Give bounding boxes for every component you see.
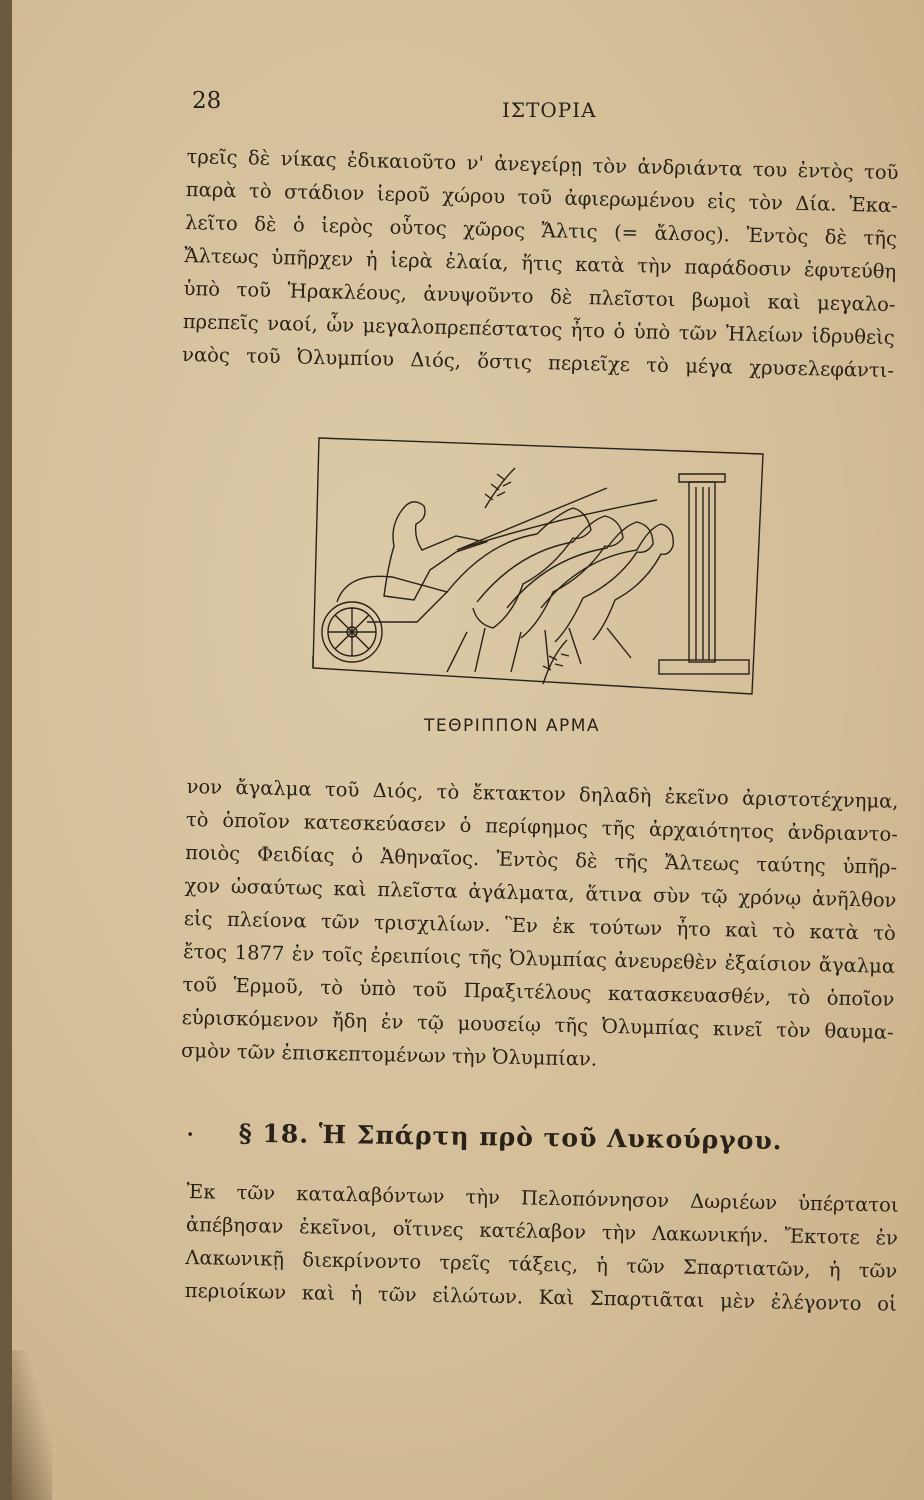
text-line: περιοίκων καὶ ἡ τῶν εἱλώτων. Καὶ Σπαρτιᾶται μὲν ἐλέγοντο οἱ — [184, 1278, 897, 1316]
horse — [477, 516, 623, 638]
text-line: χον ὡσαύτως καὶ πλεῖστα ἀγάλματα, ἅτινα σὺν τῷ χρόνῳ ἀνῆλθον — [184, 873, 897, 912]
reins — [457, 500, 657, 550]
text-line: ἀπέβησαν ἐκεῖνοι, οἵτινες κατέλαβον τὴν Λακωνικήν. Ἔκτοτε ἐν — [185, 1212, 899, 1250]
charioteer — [384, 502, 486, 600]
text-line: τρεῖς δὲ νίκας ἐδικαιοῦτο ν' ἀνεγείρῃ τὸν ἀνδριάντα του ἐντὸς τοῦ — [186, 144, 899, 185]
page-header — [192, 88, 884, 128]
chariot-illustration — [307, 432, 767, 697]
text-line: λεῖτο δὲ ὁ ἱερὸς οὗτος χῶρος Ἄλτις (= ἄλσος). Ἐντὸς δὲ τῆς — [184, 210, 898, 251]
text-line: ὑπὸ τοῦ Ἡρακλέους, ἀνυψοῦντο δὲ πλεῖστοι βωμοὶ καὶ μεγαλο- — [183, 276, 896, 317]
text-line: τὸ ὁποῖον κατεσκεύασεν ὁ περίφημος τῆς ἀρχαιότητος ἀνδριαντο- — [185, 807, 899, 846]
text-line: Ἄλτεως ὑπῆρχεν ἡ ἱερὰ ἐλαία, ἥτις κατὰ τὴν παράδοσιν ἐφυτεύθη — [184, 243, 897, 284]
text-line: Ἐκ τῶν καταλαβόντων τὴν Πελοπόννησον Δωριέων ὑπέρτατοι — [186, 1179, 899, 1217]
text-line: παρὰ τὸ στάδιον ἱεροῦ χώρου τοῦ ἀφιερωμένου εἰς τὸν Δία. Ἐκα- — [185, 177, 898, 218]
text-line: ναὸς τοῦ Ὀλυμπίου Διός, ὅστις περιεῖχε τὸ μέγα χρυσελεφάντι- — [181, 342, 895, 383]
palm-branch — [485, 468, 515, 508]
book-page — [12, 0, 924, 1500]
section-heading — [187, 1118, 899, 1157]
horse-legs — [447, 628, 631, 672]
section-title: § 18. Ἡ Σπάρτη πρὸ τοῦ Λυκούργου. — [238, 1118, 783, 1156]
text-line: πρεπεῖς ναοί, ὧν μεγαλοπρεπέστατος ἦτο ὁ ὑπὸ τῶν Ἠλείων ἱδρυθεὶς — [182, 309, 895, 350]
whip — [457, 488, 607, 550]
middle-paragraph — [181, 770, 899, 1082]
text-line: εὑρισκόμενον ἤδη ἐν τῷ μουσείῳ τῆς Ὀλυμπίας κινεῖ τὸν θαυμα- — [181, 1005, 894, 1044]
chariot-body — [337, 576, 447, 622]
bottom-paragraph — [184, 1175, 898, 1321]
text-line: εἰς πλείονα τῶν τρισχιλίων. Ἓν ἐκ τούτων ἦτο καὶ τὸ κατὰ τὸ — [183, 906, 896, 945]
running-title: ΙΣΤΟΡΙΑ — [502, 98, 597, 122]
text-line: τοῦ Ἑρμοῦ, τὸ ὑπὸ τοῦ Πραξιτέλους κατασκευασθέν, τὸ ὁποῖον — [182, 972, 895, 1011]
text-line: νον ἄγαλμα τοῦ Διός, τὸ ἔκτακτον δηλαδὴ ἐκεῖνο ἀριστοτέχνημα, — [186, 774, 899, 813]
page-edge-shadow — [12, 1350, 52, 1500]
page-number: 28 — [192, 88, 222, 114]
top-paragraph — [182, 140, 899, 387]
heading-bullet: · — [186, 1121, 195, 1147]
text-line: ποιὸς Φειδίας ὁ Ἀθηναῖος. Ἐντὸς δὲ τῆς Ἄλτεως ταύτης ὑπῆρ- — [185, 840, 898, 879]
text-line: σμὸν τῶν ἐπισκεπτομένων τὴν Ὀλυμπίαν. — [180, 1038, 598, 1071]
column-capital — [679, 474, 725, 482]
column-shaft — [689, 482, 715, 662]
figure-caption: ΤΕΘΡΙΠΠΟΝ ΑΡΜΑ — [424, 716, 601, 736]
text-line: ἔτος 1877 ἐν τοῖς ἐρειπίοις τῆς Ὀλυμπίας ἀνευρεθὲν ἐξαίσιον ἄγαλμα — [182, 939, 896, 978]
text-line: Λακωνικῇ διεκρίνοντο τρεῖς τάξεις, ἡ τῶν Σπαρτιατῶν, ἡ τῶν — [185, 1245, 898, 1283]
horse — [447, 508, 591, 628]
horse — [507, 522, 653, 642]
